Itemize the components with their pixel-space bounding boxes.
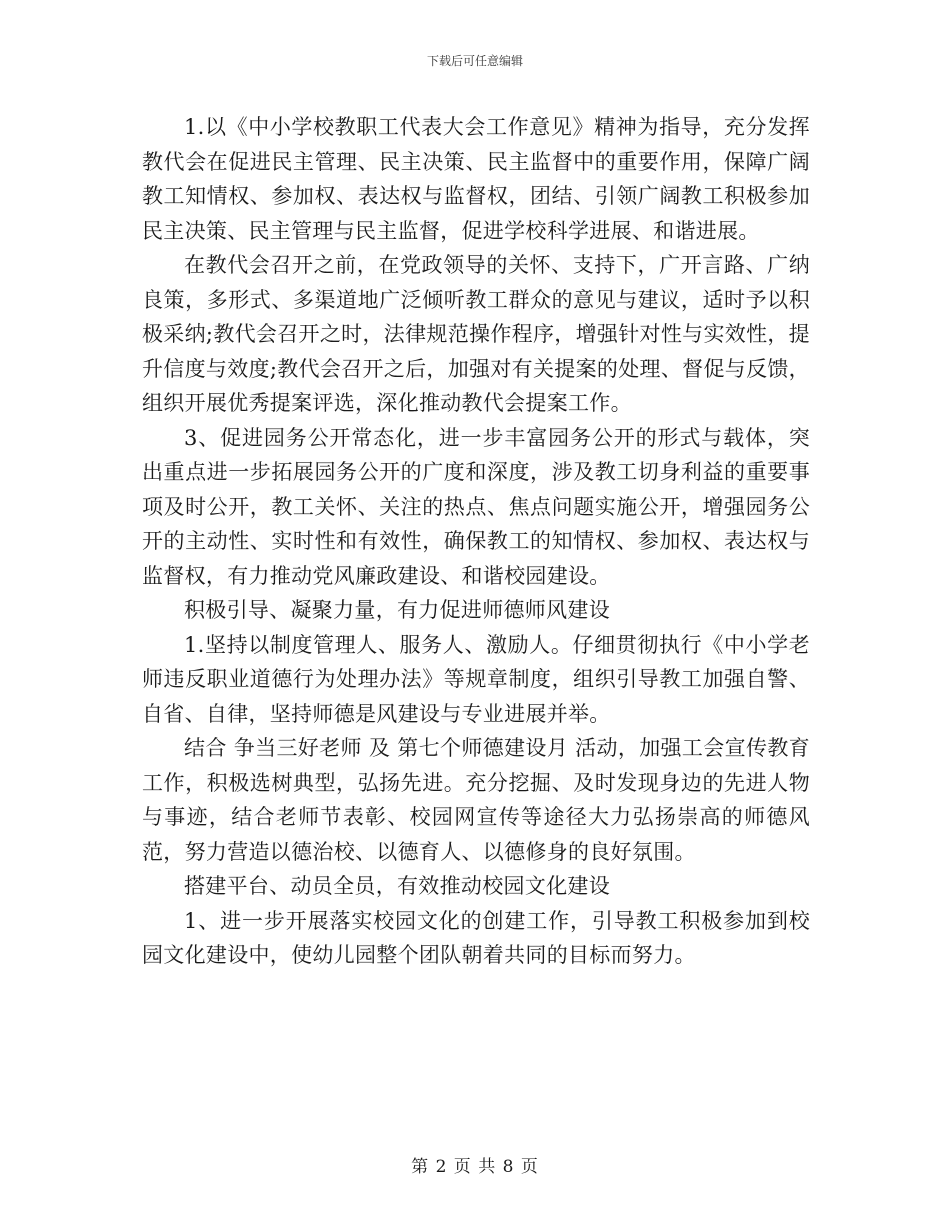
paragraph-6: 结合 争当三好老师 及 第七个师德建设月 活动，加强工会宣传教育工作，积极选树典型，弘扬先进。充分挖掘、及时发现身边的先进人物与事迹，结合老师节表彰、校园网宣传等途径大力弘扬崇高的师德风范，努力营造以德治校、以德育人、以德修身的良好氛围。 <box>142 736 810 864</box>
section-heading-campus-culture: 搭建平台、动员全员，有效推动校园文化建设 <box>184 874 610 898</box>
paragraph-1: 1.以《中小学校教职工代表大会工作意见》精神为指导，充分发挥教代会在促进民主管理、民主决策、民主监督中的重要作用，保障广阔教工知情权、参加权、表达权与监督权，团结、引领广阔教工积极参加民主决策、民主管理与民主监督，促进学校科学进展、和谐进展。 <box>142 115 810 243</box>
document-body <box>142 110 810 973</box>
paragraph-3: 3、促进园务公开常态化，进一步丰富园务公开的形式与载体，突出重点进一步拓展园务公开的广度和深度，涉及教工切身利益的重要事项及时公开，教工关怀、关注的热点、焦点问题实施公开，增强园务公开的主动性、实时性和有效性，确保教工的知情权、参加权、表达权与监督权，有力推动党风廉政建设、和谐校园建设。 <box>142 425 810 588</box>
section-heading-teacher-ethics: 积极引导、凝聚力量，有力促进师德师风建设 <box>184 598 610 622</box>
paragraph-2: 在教代会召开之前，在党政领导的关怀、支持下，广开言路、广纳良策，多形式、多渠道地广泛倾听教工群众的意见与建议，适时予以积极采纳;教代会召开之时，法律规范操作程序，增强针对性与实效性，提升信度与效度;教代会召开之后，加强对有关提案的处理、督促与反馈，组织开展优秀提案评选，深化推动教代会提案工作。 <box>142 253 810 415</box>
page-number: 第 2 页 共 8 页 <box>411 1157 539 1177</box>
paragraph-5: 1.坚持以制度管理人、服务人、激励人。仔细贯彻执行《中小学老师违反职业道德行为处理办法》等规章制度，组织引导教工加强自警、自省、自律，坚持师德是风建设与专业进展并举。 <box>142 632 810 726</box>
paragraph-8: 1、进一步开展落实校园文化的创建工作，引导教工积极参加到校园文化建设中，使幼儿园整个团队朝着共同的目标而努力。 <box>142 908 810 967</box>
page-header: 下载后可任意编辑 <box>426 54 523 68</box>
